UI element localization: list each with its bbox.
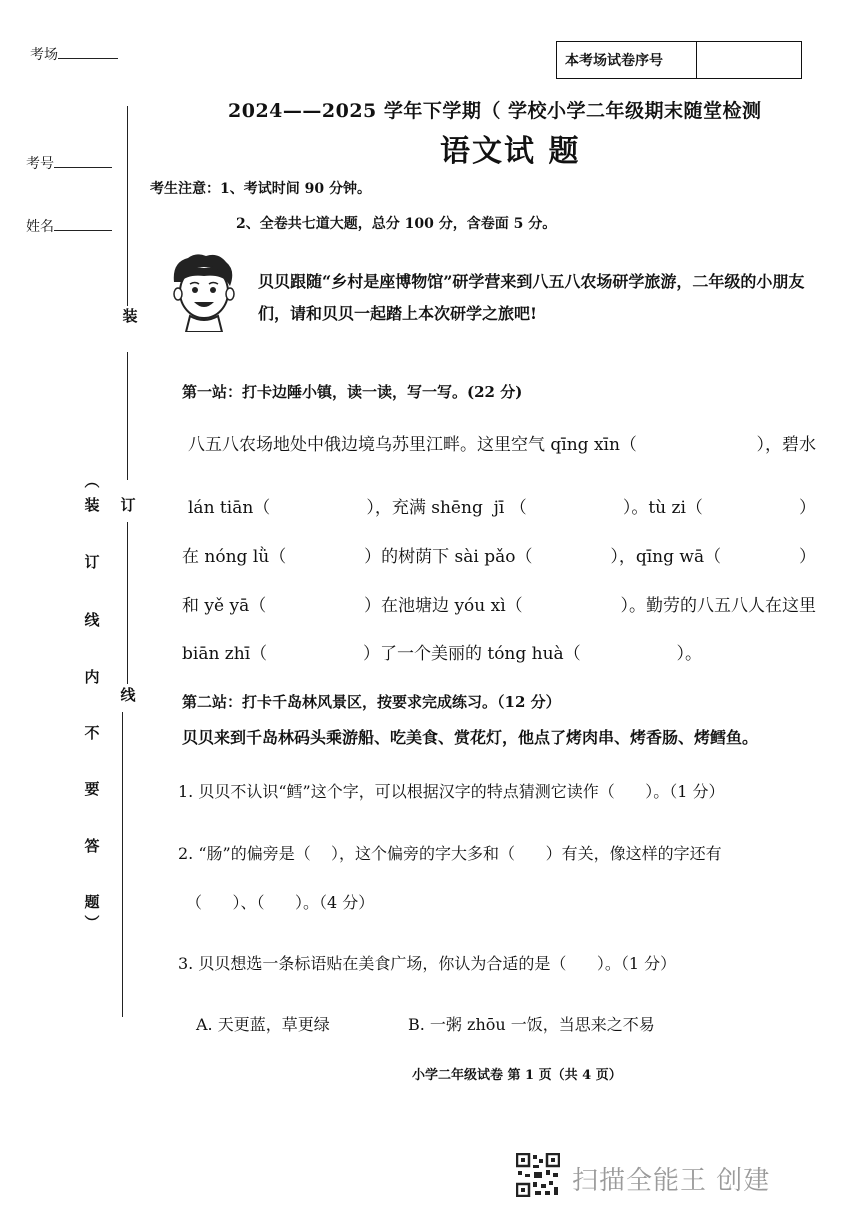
s1-line4-part1: 和 yě yā（	[182, 596, 267, 616]
exam-room-field	[30, 44, 118, 64]
option-b[interactable]: B. 一粥 zhōu 一饭，当思来之不易	[408, 1015, 655, 1034]
notice-char-4: 内	[84, 668, 100, 686]
s1-line-2	[188, 493, 816, 518]
exam-room-blank[interactable]	[58, 44, 118, 59]
binding-xian: 线	[120, 686, 136, 704]
qr-code-icon	[516, 1153, 560, 1197]
name-label: 姓名	[26, 219, 54, 235]
binding-ding: 订	[120, 496, 136, 514]
note-1: 考生注意：1、考试时间 90 分钟。	[150, 181, 371, 197]
exam-title: 2024——2025 学年下学期（ 学校小学二年级期末随堂检测	[228, 100, 762, 122]
binding-line-lower	[127, 522, 128, 684]
s1-line5-part3: ）。	[676, 644, 702, 664]
s1-line3-part3: ），qīng wā（	[610, 547, 722, 567]
binding-zhuang: 装	[122, 307, 138, 325]
exam-room-label: 考场	[30, 47, 58, 63]
notice-char-8: 题	[84, 893, 100, 911]
paper-sequence-value[interactable]	[697, 42, 801, 78]
s1-line-1	[188, 430, 816, 455]
s1-line3-part2: ）的树荫下 sài pǎo（	[364, 547, 533, 567]
s1-line2-part1: lán tiān（	[188, 498, 271, 518]
notice-char-1: 装	[84, 496, 100, 514]
option-a[interactable]: A. 天更蓝，草更绿	[196, 1015, 330, 1034]
question-2a: 2. “肠”的偏旁是（ ），这个偏旁的字大多和（ ）有关，像这样的字还有	[178, 844, 722, 863]
binding-line-bottom	[122, 712, 123, 1017]
paper-sequence-box	[556, 41, 802, 79]
notice-char-5: 不	[84, 724, 100, 742]
section-1-heading: 第一站：打卡边陲小镇，读一读，写一写。(22 分)	[182, 383, 523, 401]
s1-line1-part1: 八五八农场地处中俄边境乌苏里江畔。这里空气 qīng xīn（	[188, 435, 637, 455]
notice-char-2: 订	[84, 553, 100, 571]
question-2b: （ ）、（ ）。（4 分）	[186, 893, 375, 912]
exam-number-field	[26, 153, 112, 173]
section-2-heading: 第二站：打卡千岛林风景区，按要求完成练习。（12 分）	[182, 693, 561, 711]
notice-char-0: ︵	[84, 472, 100, 490]
exam-number-label: 考号	[26, 156, 54, 172]
exam-number-blank[interactable]	[54, 153, 112, 168]
note-2: 2、全卷共七道大题，总分 100 分，含卷面 5 分。	[236, 216, 557, 232]
s1-line-4	[182, 591, 816, 616]
question-1: 1. 贝贝不认识“鳕”这个字，可以根据汉字的特点猜测它读作（ ）。（1 分）	[178, 782, 725, 801]
notice-char-7: 答	[84, 837, 100, 855]
question-3: 3. 贝贝想选一条标语贴在美食广场，你认为合适的是（ ）。（1 分）	[178, 954, 677, 973]
paper-sequence-label: 本考场试卷序号	[557, 42, 697, 78]
s1-line5-part2: ）了一个美丽的 tóng huà（	[362, 644, 581, 664]
subject-title: 语文试 题	[440, 134, 581, 169]
s1-line4-part2: ）在池塘边 yóu xì（	[364, 596, 523, 616]
boy-cartoon-icon	[166, 252, 240, 332]
binding-line-mid	[127, 352, 128, 480]
s1-line5-part1: biān zhī（	[182, 644, 268, 664]
s1-line1-part2: ），碧水	[756, 435, 816, 455]
section-2-subheading: 贝贝来到千岛林码头乘游船、吃美食、赏花灯，他点了烤肉串、烤香肠、烤鳕鱼。	[182, 728, 759, 747]
s1-line3-part4: ）	[799, 547, 816, 567]
s1-line4-part3: ）。勤劳的八五八人在这里	[620, 596, 816, 616]
s1-line3-part1: 在 nóng lǜ（	[182, 547, 287, 567]
binding-line-top	[127, 106, 128, 306]
notice-char-3: 线	[84, 611, 100, 629]
s1-line2-part4: ）	[798, 498, 816, 518]
s1-line-3	[182, 542, 816, 567]
page-footer: 小学二年级试卷 第 1 页（共 4 页）	[412, 1068, 622, 1083]
intro-text: 贝贝跟随“乡村是座博物馆”研学营来到八五八农场研学旅游，二年级的小朋友们，请和贝贝一起踏上本次研学之旅吧!	[258, 272, 805, 323]
s1-line-5	[182, 639, 702, 664]
name-field	[26, 216, 112, 236]
notice-char-6: 要	[84, 780, 100, 798]
name-blank[interactable]	[54, 216, 112, 231]
s1-line2-part3: ）。tù zi（	[622, 498, 703, 518]
s1-line2-part2: ），充满 shēng jī （	[366, 498, 527, 518]
notice-char-9: ︶	[84, 914, 100, 932]
scanner-watermark: 扫描全能王 创建	[572, 1166, 771, 1196]
